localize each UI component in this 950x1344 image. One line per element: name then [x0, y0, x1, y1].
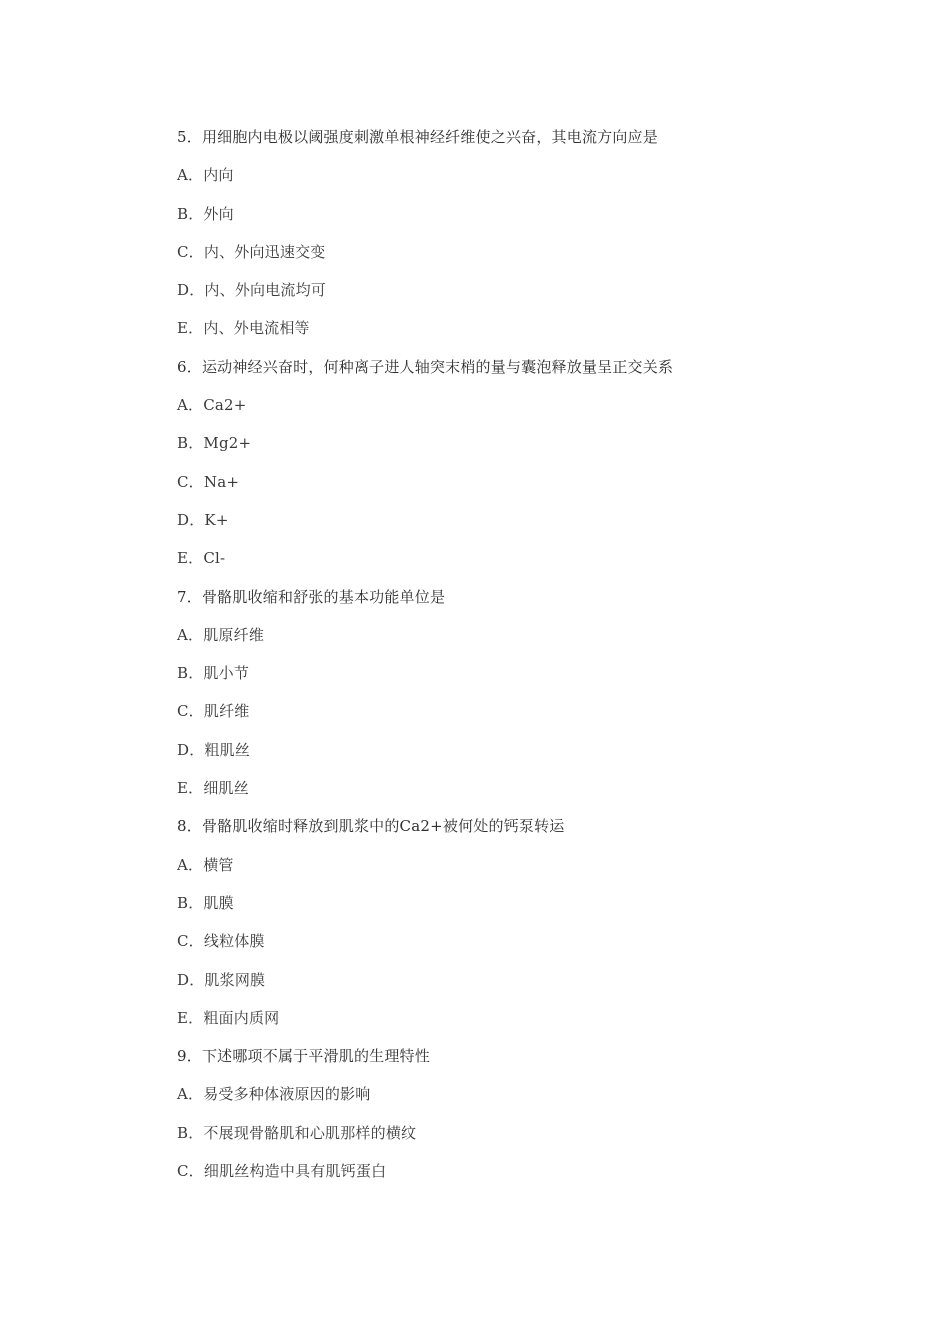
question-6-option-c: C．Na+	[177, 472, 240, 491]
question-8-stem: 8．骨骼肌收缩时释放到肌浆中的Ca2+被何处的钙泵转运	[177, 817, 565, 836]
question-6-option-d: D．K+	[177, 510, 229, 529]
question-7-option-e: E．细肌丝	[177, 779, 249, 798]
question-8-option-e: E．粗面内质网	[177, 1008, 280, 1027]
question-list	[177, 124, 877, 1196]
question-8-option-d: D．肌浆网膜	[177, 970, 266, 989]
question-6-option-a: A．Ca2+	[177, 396, 247, 415]
question-5-option-b: B．外向	[177, 204, 234, 223]
question-7-option-b: B．肌小节	[177, 664, 250, 683]
question-5-stem: 5．用细胞内电极以阈强度刺激单根神经纤维使之兴奋，其电流方向应是	[177, 128, 658, 146]
question-9-option-a: A．易受多种体液原因的影响	[177, 1085, 371, 1104]
question-8-option-c: C．线粒体膜	[177, 932, 265, 951]
question-8-option-b: B．肌膜	[177, 893, 234, 912]
question-9-stem: 9．下述哪项不属于平滑肌的生理特性	[177, 1047, 430, 1066]
question-9-option-c: C．细肌丝构造中具有肌钙蛋白	[177, 1162, 387, 1181]
question-5-option-c: C．内、外向迅速交变	[177, 242, 326, 261]
question-8-option-a: A．横管	[177, 855, 234, 874]
question-6-option-e: E．Cl-	[177, 549, 226, 568]
question-7-stem: 7．骨骼肌收缩和舒张的基本功能单位是	[177, 587, 446, 606]
question-9-option-b: B．不展现骨骼肌和心肌那样的横纹	[177, 1123, 417, 1142]
question-5-option-e: E．内、外电流相等	[177, 319, 310, 338]
question-7-option-d: D．粗肌丝	[177, 740, 251, 759]
question-5-option-a: A．内向	[177, 166, 234, 185]
question-6-option-b: B．Mg2+	[177, 434, 252, 453]
question-7-option-a: A．肌原纤维	[177, 625, 265, 644]
question-5-option-d: D．内、外向电流均可	[177, 281, 327, 300]
question-6-stem: 6．运动神经兴奋时，何种离子进人轴突末梢的量与囊泡释放量呈正交关系	[177, 357, 674, 376]
question-7-option-c: C．肌纤维	[177, 702, 250, 721]
